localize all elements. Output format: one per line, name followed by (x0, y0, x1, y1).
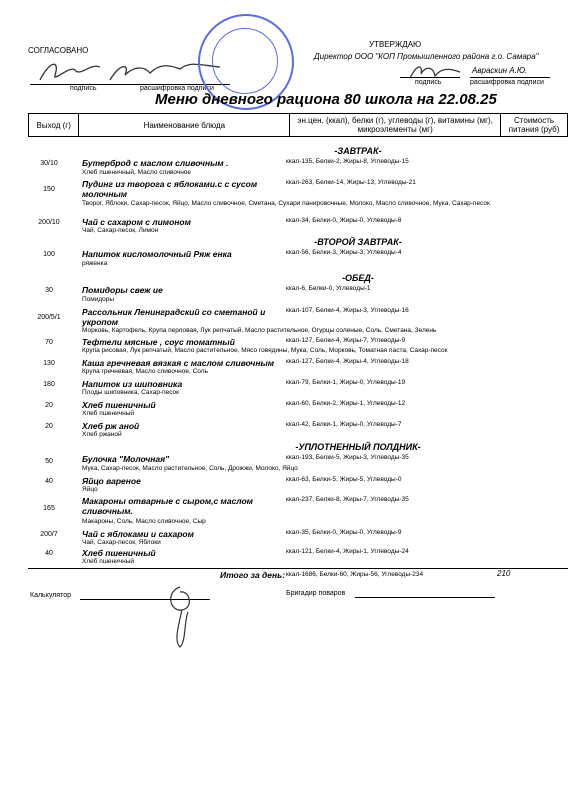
col-header-price: Стоимость питания (руб) (501, 114, 568, 137)
item-code: 30/10 (40, 160, 58, 167)
item-nutrition: ккал-35, Белки-0, Жиры-0, Углеводы-9 (286, 529, 402, 536)
item-nutrition: ккал-135, Белки-2, Жиры-8, Углеводы-15 (286, 158, 409, 165)
list-item (28, 157, 568, 178)
item-name: Булочка "Молочная" (82, 454, 170, 464)
item-ingredients: Макароны, Соль, Масло сливочное, Сыр (82, 518, 206, 525)
list-item (28, 248, 568, 272)
list-item (28, 528, 568, 547)
item-code: 130 (43, 360, 55, 367)
list-item (28, 453, 568, 475)
item-nutrition: ккал-56, Белки-3, Жиры-3, Углеводы-4 (286, 249, 402, 256)
item-nutrition: ккал-63, Белки-5, Жиры-5, Углеводы-0 (286, 476, 402, 483)
item-code: 50 (45, 458, 53, 465)
totals-price: 210 (497, 569, 511, 578)
list-item (28, 284, 568, 306)
item-code: 200/10 (38, 219, 60, 226)
right-caption-decode: расшифровка подписи (470, 79, 544, 86)
item-name: Напиток из шиповника (82, 379, 183, 389)
item-code: 200/7 (40, 531, 58, 538)
item-code: 100 (43, 251, 55, 258)
item-name: Хлеб пшеничный (82, 400, 156, 410)
item-ingredients: Крупа гречневая, Масло сливочное, Соль (82, 368, 208, 375)
item-code: 30 (45, 287, 53, 294)
list-item (28, 216, 568, 236)
item-nutrition: ккал-121, Белки-4, Жиры-1, Углеводы-24 (286, 548, 409, 555)
item-name: Бутерброд с маслом сливочным . (82, 158, 229, 168)
page-title: Меню дневного рациона 80 школа на 22.08.25 (155, 91, 497, 108)
totals-label: Итого за день: (220, 570, 286, 580)
section-title: -ВТОРОЙ ЗАВТРАК- (314, 237, 402, 247)
item-code: 165 (43, 505, 55, 512)
totals-nutrition: ккал-1686, Белки-60, Жиры-56, Углеводы-234 (286, 571, 424, 578)
item-ingredients: Яйцо (82, 486, 98, 493)
item-ingredients: Хлеб ржаной (82, 431, 122, 438)
item-ingredients: Помидоры (82, 296, 115, 303)
round-stamp-inner (212, 28, 278, 94)
item-nutrition: ккал-193, Белки-5, Жиры-3, Углеводы-35 (286, 454, 409, 461)
director-line: Директор ООО "КОП Промышленного района г.о. Самара" (314, 52, 539, 61)
item-ingredients: Хлеб пшеничный, Масло сливочное (82, 169, 192, 176)
item-code: 200/5/1 (37, 314, 61, 321)
item-name: Чай с яблоками и сахаром (82, 529, 194, 539)
item-name: Напиток кисломолочный Ряж енка (82, 249, 232, 259)
approve-label: УТВЕРЖДАЮ (369, 40, 422, 49)
list-item (28, 178, 568, 216)
item-ingredients: Хлеб пшеничный (82, 410, 135, 417)
item-name: Пудинг из творога с яблоками.с с сусом молочным (82, 179, 258, 199)
item-nutrition: ккал-60, Белки-2, Жиры-1, Углеводы-12 (286, 400, 406, 407)
section-title: -ЗАВТРАК- (334, 146, 382, 156)
list-item (28, 336, 568, 357)
col-header-code: Выход (г) (29, 114, 79, 137)
col-header-nutrition: эн.цен. (ккал), белки (г), углеводы (г), витамины (мг), микроэлементы (мг) (290, 114, 501, 137)
calculator-signature (150, 582, 210, 652)
list-item (28, 495, 568, 528)
item-nutrition: ккал-263, Белки-14, Жиры-13, Углеводы-21 (286, 179, 416, 186)
item-ingredients: Морковь, Картофель, Крупа перловая, Лук репчатый, Масло растительное, Огурцы соленые, Соль, Сметана, Зелень (82, 327, 437, 334)
calculator-label: Калькулятор (30, 592, 71, 599)
item-code: 70 (45, 339, 53, 346)
col-header-name: Наименование блюда (79, 114, 290, 137)
item-ingredients: Творог, Яблоки, Сахар-песок, Яйцо, Масло сливочное, Сметана, Сухари панировочные, Молоко, Масло сливочное, Мука, Сахар-песок (82, 200, 490, 207)
item-name: Помидоры свеж ие (82, 285, 163, 295)
list-item (28, 306, 568, 336)
list-item (28, 399, 568, 420)
item-name: Макароны отварные с сыром,с маслом сливочным. (82, 496, 253, 516)
right-caption-sign: подпись (415, 79, 442, 86)
item-code: 180 (43, 381, 55, 388)
item-ingredients: Чай, Сахар-песок, Яблоки (82, 539, 161, 546)
item-nutrition: ккал-6, Белки-0, Углеводы-1 (286, 285, 371, 292)
item-name: Чай с сахаром с лимоном (82, 217, 191, 227)
item-nutrition: ккал-127, Белки-4, Жиры-7, Углеводы-9 (286, 337, 406, 344)
menu-table-header (28, 113, 568, 137)
agreed-label: СОГЛАСОВАНО (28, 46, 89, 55)
item-code: 20 (45, 423, 53, 430)
list-item (28, 475, 568, 495)
item-nutrition: ккал-34, Белки-0, Жиры-0, Углеводы-8 (286, 217, 402, 224)
chef-label: Бригадир поваров (286, 590, 346, 597)
item-name: Хлеб рж аной (82, 421, 140, 431)
item-name: Рассольник Ленинградский со сметаной и укропом (82, 307, 266, 327)
list-item (28, 547, 568, 569)
list-item (28, 378, 568, 399)
left-caption-sign: подпись (70, 85, 97, 92)
item-ingredients: ряженка (82, 260, 108, 267)
item-name: Тефтели мясные , соус томатный (82, 337, 235, 347)
item-ingredients: Мука, Сахар-песок, Масло растительное, Соль, Дрожжи, Молоко, Яйцо (82, 465, 298, 472)
item-ingredients: Плоды шиповника, Сахар-песок (82, 389, 180, 396)
item-name: Каша гречневая вязкая с маслом сливочным (82, 358, 275, 368)
item-nutrition: ккал-42, Белки-1, Жиры-0, Углеводы-7 (286, 421, 402, 428)
item-ingredients: Чай, Сахар-песок, Лимон (82, 227, 159, 234)
item-ingredients: Хлеб пшеничный (82, 558, 135, 565)
item-nutrition: ккал-79, Белки-1, Жиры-0, Углеводы-19 (286, 379, 406, 386)
section-title: -ОБЕД- (342, 273, 374, 283)
menu-body (28, 145, 568, 569)
item-code: 40 (45, 478, 53, 485)
list-item (28, 420, 568, 441)
left-caption-decode: расшифровка подписи (140, 85, 214, 92)
list-item (28, 357, 568, 378)
item-code: 150 (43, 186, 55, 193)
item-name: Яйцо вареное (82, 476, 141, 486)
item-nutrition: ккал-237, Белки-8, Жиры-7, Углеводы-35 (286, 496, 409, 503)
item-ingredients: Крупа рисовая, Лук репчатый, Масло растительное, Мясо говядины, Мука, Соль, Морковь, Томатная паста, Сахар-песок (82, 347, 448, 354)
director-name: Авраскин А.Ю. (472, 66, 528, 75)
item-name: Хлеб пшеничный (82, 548, 156, 558)
item-code: 20 (45, 402, 53, 409)
section-title: -УПЛОТНЕННЫЙ ПОЛДНИК- (295, 442, 421, 452)
item-nutrition: ккал-127, Белки-4, Жиры-4, Углеводы-18 (286, 358, 409, 365)
item-nutrition: ккал-107, Белки-4, Жиры-3, Углеводы-16 (286, 307, 409, 314)
item-code: 40 (45, 550, 53, 557)
